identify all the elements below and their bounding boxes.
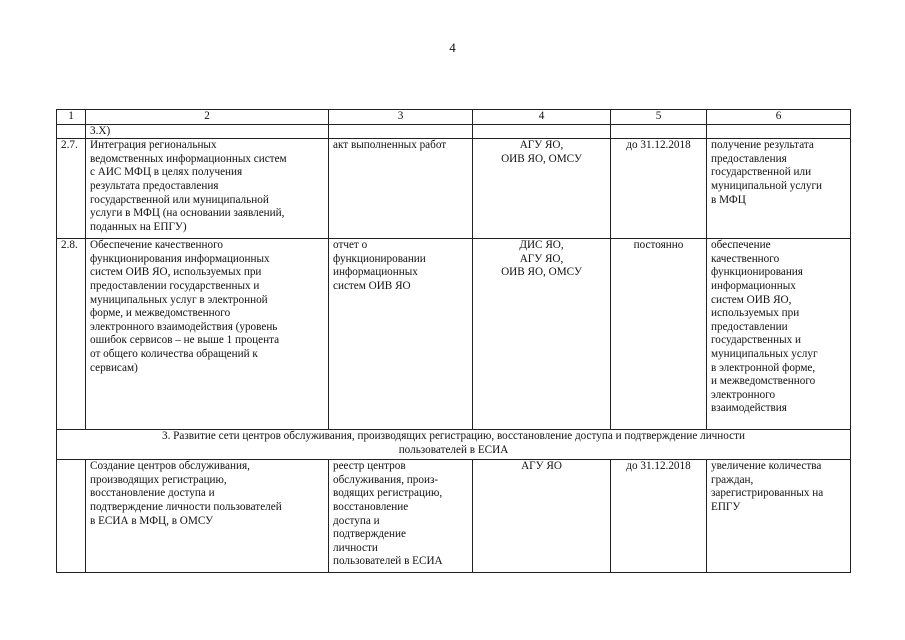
result-text: обеспечение качественного функционирования информационных систем ОИВ ЯО, используемых при предоставлении государственных и муниципальных услуг в электронной форме, и межведомственного электронного взаимодействия: [711, 239, 818, 415]
header-cell-2: 2: [86, 110, 329, 125]
result-cell: [707, 460, 851, 573]
header-cell-1: 1: [57, 110, 86, 125]
deadline-text: до 31.12.2018: [626, 139, 691, 152]
document-cell: [329, 460, 473, 573]
document-cell: [329, 139, 473, 239]
activity-cell: [86, 460, 329, 573]
document-cell: [329, 239, 473, 430]
cell-empty: [611, 124, 707, 139]
section-heading-text: 3. Развитие сети центров обслуживания, производящих регистрацию, восстановление доступа и подтверждение личности пользователей в ЕСИА: [161, 430, 746, 456]
cell-empty: [707, 124, 851, 139]
document-text: реестр центров обслуживания, произ- водящих регистрацию, восстановление доступа и подтверждение личности пользователей в ЕСИА: [333, 460, 443, 568]
activity-cell: [86, 139, 329, 239]
result-cell: [707, 239, 851, 430]
document-text: акт выполненных работ: [333, 139, 447, 152]
row-number: 2.7.: [57, 139, 86, 239]
result-cell: [707, 139, 851, 239]
cell-empty: [473, 124, 611, 139]
table-row: [57, 239, 851, 430]
executors-text: АГУ ЯО, ОИВ ЯО, ОМСУ: [501, 139, 582, 165]
section-heading: [57, 430, 851, 460]
activity-cell: [86, 239, 329, 430]
row-number: [57, 460, 86, 573]
header-cell-5: 5: [611, 110, 707, 125]
result-text: увеличение количества граждан, зарегистрированных на ЕПГУ: [711, 460, 824, 513]
result-text: получение результата предоставления государственной или муниципальной услуги в МФЦ: [711, 139, 823, 206]
section-heading-row: [57, 430, 851, 460]
cell-empty: [329, 124, 473, 139]
activity-text: Интеграция региональных ведомственных информационных систем с АИС МФЦ в целях получения результата предоставления государственной или муниципальной услуги в МФЦ (на основании заявлений, поданных на ЕПГУ): [90, 139, 287, 233]
plan-table: [56, 109, 851, 573]
page-number: 4: [449, 40, 456, 55]
cell-empty: [57, 124, 86, 139]
row-number: 2.8.: [57, 239, 86, 430]
executors-cell: [473, 139, 611, 239]
continuation-row: [57, 124, 851, 139]
executors-cell: [473, 239, 611, 430]
executors-cell: [473, 460, 611, 573]
document-text: отчет о функционировании информационных систем ОИВ ЯО: [333, 239, 426, 292]
header-cell-4: 4: [473, 110, 611, 125]
deadline-cell: [611, 139, 707, 239]
activity-text: Создание центров обслуживания, производящих регистрацию, восстановление доступа и подтверждение личности пользователей в ЕСИА в МФЦ, в ОМСУ: [90, 460, 282, 527]
executors-text: АГУ ЯО: [521, 460, 562, 473]
table-row: [57, 460, 851, 573]
executors-text: ДИС ЯО, АГУ ЯО, ОИВ ЯО, ОМСУ: [501, 239, 582, 279]
deadline-text: постоянно: [633, 239, 684, 252]
deadline-cell: [611, 239, 707, 430]
header-cell-6: 6: [707, 110, 851, 125]
header-cell-3: 3: [329, 110, 473, 125]
continuation-text: 3.Х): [86, 124, 329, 139]
header-row: [57, 110, 851, 125]
deadline-cell: [611, 460, 707, 573]
table-row: [57, 139, 851, 239]
activity-text: Обеспечение качественного функционирования информационных систем ОИВ ЯО, используемых при предоставлении государственных и муниципальных услуг в электронной форме, и межведомственного электронного взаимодействия (уровень ошибок сервисов – не выше 1 процента от общего количества обращений к сервисам): [90, 239, 280, 374]
deadline-text: до 31.12.2018: [626, 460, 691, 473]
